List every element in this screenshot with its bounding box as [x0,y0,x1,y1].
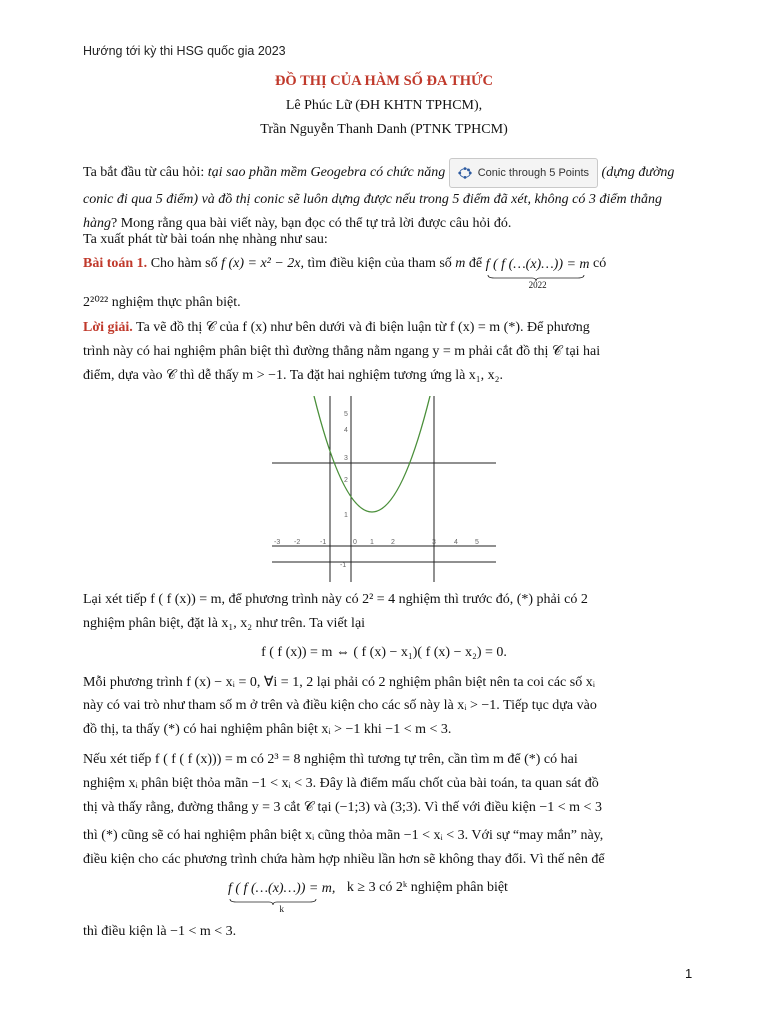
author-2: Trần Nguyễn Thanh Danh (PTNK TPHCM) [260,122,508,137]
problem-function: f (x) = x² − 2x, [221,256,305,271]
para4-line-2: nghiệm xᵢ phân biệt thỏa mãn −1 < xᵢ < 3. Đây là điểm mấu chốt của bài toán, ta quan sát đồ [83,776,599,791]
nested-expr: f ( f (…(x)…)) = m [485,257,590,272]
para2-equation: f ( f (x)) = m ⇔ ( f (x) − x₁)( f (x) − x₂) = 0. [261,645,507,660]
para2-line-1: Lại xét tiếp f ( f (x)) = m, để phương trình này có 2² = 4 nghiệm thì trước đó, (*) phải có 2 [83,592,588,607]
para3-line-2: này có vai trò như tham số m ở trên và điều kiện cho các số này là xᵢ > −1. Tiếp tục dựa vào [83,698,597,713]
conic-icon [458,166,472,180]
x-tick: -1 [320,539,327,546]
y-tick: -1 [340,562,347,569]
x-tick: 0 [353,539,357,546]
conic-button-label: Conic through 5 Points [477,167,590,179]
para4-equation [228,880,508,914]
para3-line-1: Mỗi phương trình f (x) − xᵢ = 0, ∀i = 1, 2 lại phải có 2 nghiệm phân biệt nên ta coi các số xᵢ [83,675,596,690]
solution-line-1 [83,320,590,336]
intro-paragraph [83,158,695,236]
solution-label: Lời giải. [83,320,133,335]
y-tick: 2 [344,477,348,484]
problem-param: m [455,256,466,271]
x-tick: 5 [475,539,479,546]
para4-line-5: điều kiện cho các phương trình chứa hàm hợp nhiều lần hơn sẽ không thay đổi. Vì thế nên để [83,852,605,867]
problem-text-1: Cho hàm số [147,256,222,271]
nested-count: 2022 [528,280,547,290]
x-tick: 4 [454,539,458,546]
intro-text-d: ? Mong rằng qua bài viết này, bạn đọc có thể tự trả lời được câu hỏi đó. [111,216,512,231]
y-tick: 1 [344,512,348,519]
solution-line-2: trình này có hai nghiệm phân biệt thì đường thẳng nằm ngang y = m phải cắt đồ thị 𝒞 tại hai [83,344,601,359]
nested-composition [486,256,590,290]
author-1: Lê Phúc Lữ (ĐH KHTN TPHCM), [285,98,483,113]
intro-text-c: (dựng đường conic đi qua 5 điểm) và đồ thị conic sẽ luôn dựng được nếu trong 5 điểm đã xét, không có 3 điểm thẳng hàng [83,165,675,231]
problem-statement [83,256,606,290]
problem-text-2: tìm điều kiện của tham số [304,256,456,271]
parabola-graph [272,396,496,582]
y-tick: 3 [344,455,348,462]
x-tick: 1 [370,539,374,546]
intro-text-b: tại sao phần mềm Geogebra có chức năng [207,165,446,181]
intro-text-a: Ta bắt đầu từ câu hỏi: [83,165,208,181]
running-header: Hướng tới kỳ thi HSG quốc gia 2023 [83,44,286,58]
x-tick: -2 [294,539,301,546]
para4-line-3: thị và thấy rằng, đường thẳng y = 3 cắt 𝒞 tại (−1;3) và (3;3). Vì thế với điều kiện −1 < m < 3 [83,800,602,815]
underbrace-k [228,898,318,905]
problem-label: Bài toán 1. [83,256,148,271]
y-tick: 5 [344,411,348,418]
nested-composition-k [228,880,335,914]
para3-line-3: đồ thị, ta thấy (*) có hai nghiệm phân biệt xᵢ > −1 khi −1 < m < 3. [83,722,452,737]
x-tick: -3 [274,539,281,546]
solution-line-3: điểm, dựa vào 𝒞 thì dễ thấy m > −1. Ta đặt hai nghiệm tương ứng là x₁, x₂. [83,368,504,383]
nested-expr-k: f ( f (…(x)…)) = m, [228,881,336,896]
x-tick: 2 [391,539,395,546]
lead-text: Ta xuất phát từ bài toán nhẹ nhàng như sau: [83,232,328,247]
para4-line-1: Nếu xét tiếp f ( f ( f (x))) = m có 2³ = 8 nghiệm thì tương tự trên, cần tìm m để (*) có hai [83,752,578,767]
x-tick: 3 [432,539,436,546]
page-number: 1 [685,966,693,981]
y-tick: 4 [344,427,348,434]
nested-count-k: k [279,904,284,914]
x-tick-labels [274,539,479,546]
solution-text-1: Ta vẽ đồ thị 𝒞 của f (x) như bên dưới và đi biện luận từ f (x) = m (*). Để phương [132,320,590,335]
problem-statement-cont: 2²⁰²² nghiệm thực phân biệt. [83,295,241,310]
problem-text-3: để [465,256,486,271]
problem-text-4: có [589,256,607,271]
geogebra-conic-button[interactable] [449,158,598,188]
para4-line-6: thì điều kiện là −1 < m < 3. [83,924,237,939]
article-title: ĐỒ THỊ CỦA HÀM SỐ ĐA THỨC [274,73,494,89]
parabola-curve [314,396,438,512]
equation-condition: k ≥ 3 có 2ᵏ nghiệm phân biệt [346,880,508,895]
para4-line-4: thì (*) cũng sẽ có hai nghiệm phân biệt xᵢ cũng thỏa mãn −1 < xᵢ < 3. Với sự “may mắn” này, [83,828,604,843]
para2-line-2: nghiệm phân biệt, đặt là x₁, x₂ như trên. Ta viết lại [83,616,366,631]
